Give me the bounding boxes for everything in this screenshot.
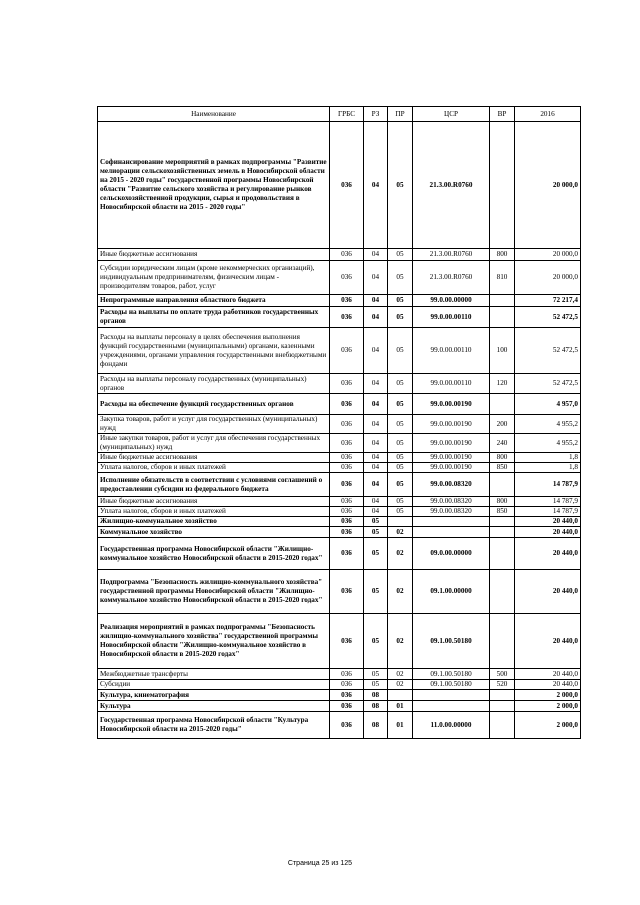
table-row: [98, 680, 581, 690]
cell-amount: 20 440,0: [515, 669, 581, 680]
cell-vr: 800: [490, 497, 515, 507]
cell-grbs: 036: [330, 538, 364, 570]
cell-vr: [490, 570, 515, 614]
header-row: [98, 107, 581, 122]
cell-csr: 09.1.00.50180: [413, 680, 490, 690]
cell-pr: 05: [388, 473, 413, 497]
cell-name: Уплата налогов, сборов и иных платежей: [98, 463, 330, 473]
cell-vr: 810: [490, 261, 515, 295]
cell-pr: 05: [388, 507, 413, 517]
cell-rz: 04: [364, 463, 388, 473]
cell-rz: 05: [364, 570, 388, 614]
cell-grbs: 036: [330, 415, 364, 434]
cell-csr: 99.0.00.00000: [413, 295, 490, 307]
cell-name: Государственная программа Новосибирской области "Жилищно-коммунальное хозяйство Новосибирской области в 2015-2020 годах": [98, 538, 330, 570]
cell-vr: [490, 473, 515, 497]
cell-grbs: 036: [330, 295, 364, 307]
cell-amount: 14 787,9: [515, 497, 581, 507]
cell-csr: 99.0.00.08320: [413, 497, 490, 507]
cell-rz: 05: [364, 527, 388, 538]
cell-amount: 20 440,0: [515, 538, 581, 570]
cell-grbs: 036: [330, 453, 364, 463]
table-row: [98, 701, 581, 712]
cell-rz: 04: [364, 249, 388, 261]
cell-csr: 99.0.00.00110: [413, 328, 490, 374]
table-row: [98, 295, 581, 307]
table-row: [98, 434, 581, 453]
cell-vr: [490, 614, 515, 669]
cell-amount: 4 957,0: [515, 394, 581, 415]
cell-pr: 05: [388, 295, 413, 307]
cell-amount: 1,8: [515, 453, 581, 463]
table-row: [98, 463, 581, 473]
cell-amount: 4 955,2: [515, 434, 581, 453]
cell-csr: 99.0.00.00190: [413, 415, 490, 434]
cell-grbs: 036: [330, 712, 364, 739]
cell-csr: 09.1.00.50180: [413, 669, 490, 680]
table-row: [98, 669, 581, 680]
cell-csr: 21.3.00.R0760: [413, 249, 490, 261]
cell-name: Иные бюджетные ассигнования: [98, 497, 330, 507]
cell-pr: 01: [388, 701, 413, 712]
cell-csr: 99.0.00.08320: [413, 507, 490, 517]
cell-grbs: 036: [330, 614, 364, 669]
cell-rz: 05: [364, 669, 388, 680]
cell-vr: 800: [490, 249, 515, 261]
cell-vr: 850: [490, 507, 515, 517]
table-row: [98, 122, 581, 249]
cell-csr: 99.0.00.00190: [413, 463, 490, 473]
cell-grbs: 036: [330, 680, 364, 690]
cell-csr: 99.0.00.00110: [413, 307, 490, 328]
cell-pr: 05: [388, 249, 413, 261]
table-row: [98, 507, 581, 517]
cell-pr: 02: [388, 538, 413, 570]
cell-grbs: 036: [330, 463, 364, 473]
table-row: [98, 415, 581, 434]
cell-rz: 05: [364, 680, 388, 690]
table-row: [98, 538, 581, 570]
cell-name: Исполнение обязательств в соответствии с условиями соглашений о предоставлении субсидии из федерального бюджета: [98, 473, 330, 497]
header-name: Наименование: [98, 107, 330, 122]
cell-amount: 20 000,0: [515, 261, 581, 295]
cell-rz: 04: [364, 434, 388, 453]
cell-rz: 04: [364, 374, 388, 394]
cell-vr: [490, 538, 515, 570]
cell-csr: 99.0.00.00190: [413, 434, 490, 453]
cell-vr: [490, 690, 515, 701]
cell-name: Софинансирование мероприятий в рамках подпрограммы "Развитие мелиорации сельскохозяйственных земель в Новосибирской области на 2015 - 2020 годы" государственной программы Новосибирской области "Развитие сельского хозяйства и регулирование рынков сельскохозяйственной продукции, сырья и продовольствия в Новосибирской области на 2015 - 2020 годы": [98, 122, 330, 249]
table-row: [98, 328, 581, 374]
cell-rz: 04: [364, 307, 388, 328]
cell-grbs: 036: [330, 261, 364, 295]
cell-vr: 800: [490, 453, 515, 463]
table-row: [98, 307, 581, 328]
header-vr: ВР: [490, 107, 515, 122]
cell-amount: 52 472,5: [515, 307, 581, 328]
cell-pr: [388, 517, 413, 527]
cell-vr: [490, 122, 515, 249]
cell-csr: 99.0.00.00190: [413, 394, 490, 415]
cell-grbs: 036: [330, 527, 364, 538]
cell-grbs: 036: [330, 517, 364, 527]
cell-csr: 99.0.00.00110: [413, 374, 490, 394]
cell-name: Иные закупки товаров, работ и услуг для обеспечения государственных (муниципальных) нужд: [98, 434, 330, 453]
cell-grbs: 036: [330, 249, 364, 261]
cell-amount: 20 440,0: [515, 517, 581, 527]
cell-name: Коммунальное хозяйство: [98, 527, 330, 538]
cell-rz: 04: [364, 507, 388, 517]
cell-amount: 14 787,9: [515, 473, 581, 497]
cell-name: Субсидии юридическим лицам (кроме некоммерческих организаций), индивидуальным предпринимателям, физическим лицам - производителям товаров, работ, услуг: [98, 261, 330, 295]
cell-amount: 52 472,5: [515, 374, 581, 394]
cell-pr: 02: [388, 669, 413, 680]
table-row: [98, 570, 581, 614]
cell-vr: 120: [490, 374, 515, 394]
table-row: [98, 517, 581, 527]
cell-csr: [413, 517, 490, 527]
table-row: [98, 690, 581, 701]
table-row: [98, 614, 581, 669]
cell-amount: 20 440,0: [515, 570, 581, 614]
cell-csr: [413, 701, 490, 712]
cell-name: Иные бюджетные ассигнования: [98, 453, 330, 463]
table-row: [98, 453, 581, 463]
cell-amount: 20 000,0: [515, 122, 581, 249]
cell-vr: [490, 527, 515, 538]
cell-rz: 04: [364, 415, 388, 434]
cell-rz: 04: [364, 497, 388, 507]
cell-pr: 01: [388, 712, 413, 739]
cell-vr: 240: [490, 434, 515, 453]
cell-vr: 200: [490, 415, 515, 434]
cell-csr: 09.0.00.00000: [413, 538, 490, 570]
cell-rz: 04: [364, 453, 388, 463]
cell-pr: 05: [388, 415, 413, 434]
table-row: [98, 261, 581, 295]
cell-grbs: 036: [330, 307, 364, 328]
cell-amount: 72 217,4: [515, 295, 581, 307]
cell-csr: 21.3.00.R0760: [413, 261, 490, 295]
cell-grbs: 036: [330, 669, 364, 680]
cell-rz: 05: [364, 517, 388, 527]
cell-csr: 99.0.00.08320: [413, 473, 490, 497]
cell-csr: 09.1.00.00000: [413, 570, 490, 614]
cell-amount: 20 440,0: [515, 614, 581, 669]
cell-amount: 20 000,0: [515, 249, 581, 261]
cell-vr: [490, 307, 515, 328]
cell-csr: [413, 690, 490, 701]
cell-rz: 04: [364, 122, 388, 249]
cell-pr: 02: [388, 527, 413, 538]
cell-pr: 05: [388, 307, 413, 328]
cell-grbs: 036: [330, 434, 364, 453]
cell-amount: 2 000,0: [515, 690, 581, 701]
cell-grbs: 036: [330, 374, 364, 394]
cell-rz: 04: [364, 295, 388, 307]
cell-name: Расходы на выплаты персоналу государственных (муниципальных) органов: [98, 374, 330, 394]
cell-name: Реализация мероприятий в рамках подпрограммы "Безопасность жилищно-коммунального хозяйства" государственной программы Новосибирской области "Жилищно-коммунальное хозяйство в Новосибирской области в 2015-2020 годах": [98, 614, 330, 669]
header-csr: ЦСР: [413, 107, 490, 122]
cell-amount: 20 440,0: [515, 680, 581, 690]
cell-grbs: 036: [330, 690, 364, 701]
cell-pr: [388, 690, 413, 701]
cell-name: Культура, кинематография: [98, 690, 330, 701]
cell-vr: 520: [490, 680, 515, 690]
header-year: 2016: [515, 107, 581, 122]
cell-grbs: 036: [330, 328, 364, 374]
cell-pr: 05: [388, 328, 413, 374]
cell-grbs: 036: [330, 507, 364, 517]
table-row: [98, 374, 581, 394]
cell-vr: [490, 712, 515, 739]
cell-name: Расходы на выплаты персоналу в целях обеспечения выполнения функций государственными (муниципальными) органами, казенными учреждениями, органами управления государственными внебюджетными фондами: [98, 328, 330, 374]
cell-name: Государственная программа Новосибирской области "Культура Новосибирской области на 2015-2020 годы": [98, 712, 330, 739]
cell-amount: 4 955,2: [515, 415, 581, 434]
table-row: [98, 473, 581, 497]
cell-amount: 2 000,0: [515, 712, 581, 739]
cell-name: Культура: [98, 701, 330, 712]
cell-pr: 05: [388, 453, 413, 463]
table-row: [98, 527, 581, 538]
cell-grbs: 036: [330, 122, 364, 249]
cell-rz: 08: [364, 690, 388, 701]
cell-grbs: 036: [330, 701, 364, 712]
header-pr: ПР: [388, 107, 413, 122]
table-row: [98, 497, 581, 507]
cell-rz: 04: [364, 394, 388, 415]
cell-amount: 1,8: [515, 463, 581, 473]
page-footer: Страница 25 из 125: [287, 860, 353, 867]
cell-pr: 05: [388, 374, 413, 394]
cell-name: Подпрограмма "Безопасность жилищно-коммунального хозяйства" государственной программы Новосибирской области "Жилищно-коммунальное хозяйство Новосибирской области в 2015-2020 годах": [98, 570, 330, 614]
cell-vr: [490, 295, 515, 307]
cell-vr: 500: [490, 669, 515, 680]
cell-name: Межбюджетные трансферты: [98, 669, 330, 680]
cell-rz: 04: [364, 473, 388, 497]
cell-name: Уплата налогов, сборов и иных платежей: [98, 507, 330, 517]
table-row: [98, 712, 581, 739]
cell-vr: 850: [490, 463, 515, 473]
cell-rz: 05: [364, 538, 388, 570]
cell-amount: 20 440,0: [515, 527, 581, 538]
cell-csr: 09.1.00.50180: [413, 614, 490, 669]
cell-csr: 11.0.00.00000: [413, 712, 490, 739]
cell-rz: 04: [364, 261, 388, 295]
cell-rz: 05: [364, 614, 388, 669]
cell-name: Расходы на выплаты по оплате труда работников государственных органов: [98, 307, 330, 328]
cell-name: Иные бюджетные ассигнования: [98, 249, 330, 261]
cell-rz: 04: [364, 328, 388, 374]
cell-grbs: 036: [330, 570, 364, 614]
table-row: [98, 394, 581, 415]
header-rz: РЗ: [364, 107, 388, 122]
cell-pr: 05: [388, 497, 413, 507]
cell-pr: 05: [388, 463, 413, 473]
cell-name: Расходы на обеспечение функций государственных органов: [98, 394, 330, 415]
cell-name: Жилищно-коммунальное хозяйство: [98, 517, 330, 527]
cell-vr: 100: [490, 328, 515, 374]
cell-pr: 05: [388, 122, 413, 249]
table-row: [98, 249, 581, 261]
cell-pr: 05: [388, 394, 413, 415]
cell-grbs: 036: [330, 394, 364, 415]
cell-vr: [490, 701, 515, 712]
cell-amount: 2 000,0: [515, 701, 581, 712]
cell-grbs: 036: [330, 473, 364, 497]
cell-name: Непрограммные направления областного бюджета: [98, 295, 330, 307]
cell-rz: 08: [364, 712, 388, 739]
cell-pr: 05: [388, 261, 413, 295]
cell-name: Субсидии: [98, 680, 330, 690]
cell-amount: 52 472,5: [515, 328, 581, 374]
cell-name: Закупка товаров, работ и услуг для государственных (муниципальных) нужд: [98, 415, 330, 434]
cell-pr: 02: [388, 614, 413, 669]
cell-csr: [413, 527, 490, 538]
cell-pr: 02: [388, 680, 413, 690]
cell-csr: 99.0.00.00190: [413, 453, 490, 463]
cell-amount: 14 787,9: [515, 507, 581, 517]
header-grbs: ГРБС: [330, 107, 364, 122]
cell-rz: 08: [364, 701, 388, 712]
budget-table: [97, 106, 581, 739]
cell-pr: 05: [388, 434, 413, 453]
cell-grbs: 036: [330, 497, 364, 507]
cell-pr: 02: [388, 570, 413, 614]
cell-vr: [490, 394, 515, 415]
cell-csr: 21.3.00.R0760: [413, 122, 490, 249]
cell-vr: [490, 517, 515, 527]
